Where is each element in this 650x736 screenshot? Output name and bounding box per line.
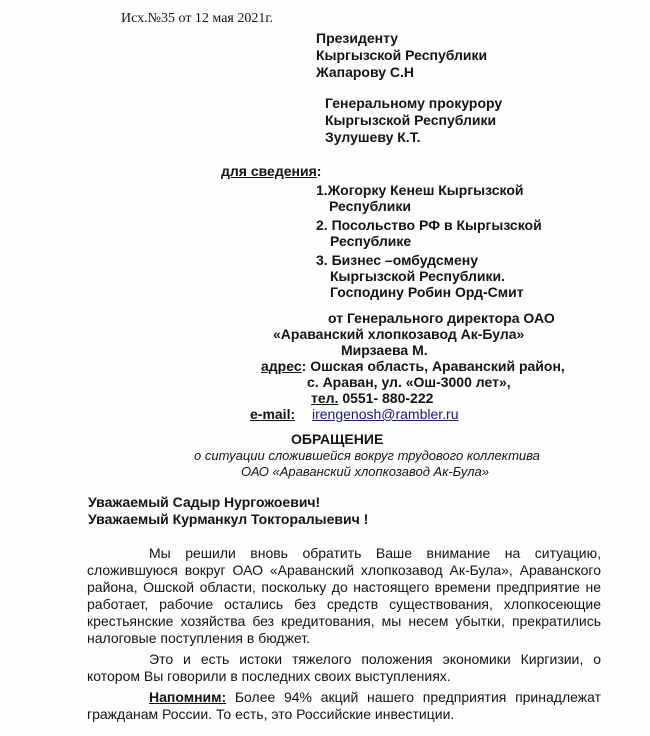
title-subtitle-line2: ОАО «Араванский хлопкозавод Ак-Була» [241, 464, 489, 479]
cc-line: Республики [329, 198, 412, 214]
document-reference: Исх.№35 от 12 мая 2021г. [121, 11, 274, 26]
title-subtitle-line1: о ситуации сложившейся вокруг трудового коллектива [194, 448, 540, 463]
greeting-line: Уважаемый Курманкул Токторалыевич ! [88, 511, 369, 527]
title-main: ОБРАЩЕНИЕ [291, 431, 384, 447]
addressee-line: Генеральному прокурору [325, 95, 503, 111]
cc-line: 2. Посольство РФ в Кыргызской [316, 217, 542, 233]
address-colon: : [301, 358, 307, 374]
cc-line: 1.Жогорку Кенеш Кыргызской [316, 182, 524, 198]
addressee-line: Кыргызской Республики [325, 112, 497, 128]
addressee-line: Зулушеву К.Т. [325, 129, 421, 145]
body-paragraph-3 [87, 689, 601, 723]
body-paragraph-1: Мы решили вновь обратить Ваше внимание на ситуацию, сложившуюся вокруг ОАО «Араванский хлопкозавод Ак-Була», Араванского района, Ошской области, поскольку до настоящего времени предприятие не работает, рабочие остались без средств существования, хлопкосеющие крестьянские хозяйства без кредитования, мы несем убытки, прекратились налоговые поступления в бюджет. [87, 545, 601, 646]
cc-line: 3. Бизнес –омбудсмену [316, 252, 479, 268]
phone-value: 0551- 880-222 [342, 390, 434, 406]
sender-title: от Генерального директора ОАО [328, 310, 555, 326]
email-link[interactable]: irengenosh@rambler.ru [312, 406, 459, 422]
cc-label-line [221, 163, 321, 179]
addressee-line: Кыргызской Республики [316, 47, 488, 63]
addressee-line: Президенту [316, 30, 399, 46]
sender-address-line1 [261, 358, 565, 374]
addressee-line: Жапарову С.Н [316, 64, 414, 80]
address-value: Ошская область, Араванский район, [310, 358, 565, 374]
reminder-label: Напомним: [149, 689, 227, 705]
phone-label: тел. [311, 390, 339, 406]
address-label: адрес [261, 358, 302, 374]
cc-line: Господину Робин Орд-Смит [330, 284, 524, 300]
reminder-text: Более 94% акций нашего предприятия принадлежат гражданам России. То есть, это Российские инвестиции. [87, 689, 601, 722]
email-label: e-mail: [250, 406, 296, 422]
sender-name: Мирзаева М. [341, 342, 428, 358]
greeting-line: Уважаемый Садыр Нургожоевич! [88, 494, 321, 510]
cc-line: Республике [330, 233, 412, 249]
sender-address-line2: с. Араван, ул. «Ош-3000 лет», [307, 374, 511, 390]
cc-label: для сведения [221, 163, 317, 179]
sender-company: «Араванский хлопкозавод Ак-Була» [273, 326, 525, 342]
cc-line: Кыргызской Республики. [330, 268, 506, 284]
body-paragraph-2: Это и есть истоки тяжелого положения экономики Киргизии, о котором Вы говорили в последних своих выступлениях. [87, 651, 601, 684]
sender-phone [311, 390, 433, 406]
cc-colon: : [316, 163, 322, 179]
